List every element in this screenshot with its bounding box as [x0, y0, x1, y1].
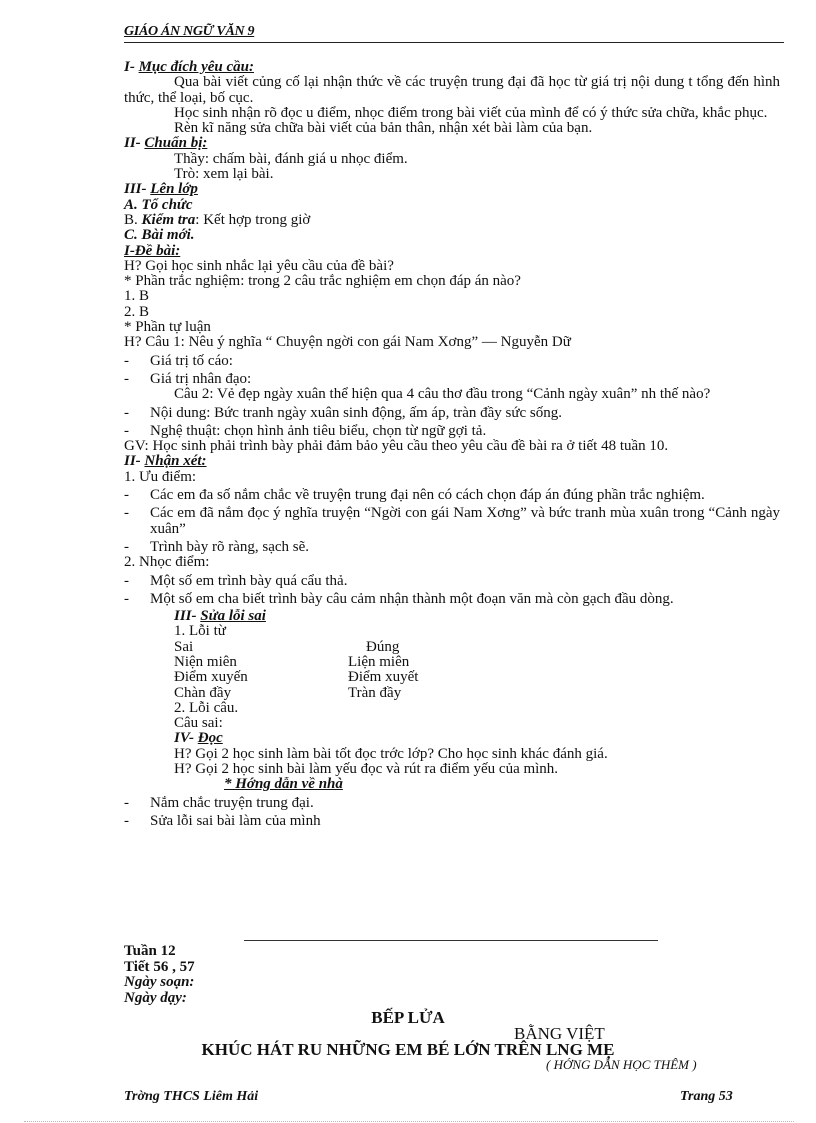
word-errors-label: 1. Lỗi từ [174, 623, 226, 640]
list-item: - Nắm chắc truyện trung đại. [124, 796, 780, 811]
section-class-heading: III- Lên lớp [124, 181, 198, 198]
exam-question: H? Gọi học sinh nhắc lại yêu cầu của đề bài? [124, 257, 394, 274]
reading-task-1: H? Gọi 2 học sinh làm bài tốt đọc trớc lớp? Cho học sinh khác đánh giá. [174, 745, 608, 762]
preparation-teacher: Thầy: chấm bài, đánh giá u nhọc điểm. [174, 150, 408, 167]
weaknesses-label: 2. Nhọc điểm: [124, 554, 210, 571]
corrections-header-row [124, 640, 780, 655]
essay-question-1: H? Câu 1: Nêu ý nghĩa “ Chuyện ngời con gái Nam Xơng” — Nguyễn Dữ [124, 334, 571, 351]
exam-topic-heading: I-Đề bài: [124, 242, 181, 259]
answer-2: 2. B [124, 303, 150, 320]
list-item: - Nghệ thuật: chọn hình ảnh tiêu biểu, chọn từ ngữ gợi tả. [124, 424, 780, 439]
multiple-choice-note: * Phần trắc nghiệm: trong 2 câu trắc nghiệm em chọn đáp án nào? [124, 273, 521, 290]
prep-date: Ngày soạn: [124, 974, 195, 990]
objectives-paragraph-3: Rèn kĩ năng sửa chữa bài viết của bản thân, nhận xét bài làm của bạn. [174, 120, 593, 137]
section-divider [244, 940, 658, 941]
homework-heading: * Hớng dẫn về nhà [224, 776, 343, 793]
header-title: GIÁO ÁN NGỮ VĂN 9 [124, 24, 255, 39]
teach-date: Ngày dạy: [124, 989, 187, 1006]
wrong-sentence-label: Câu sai: [174, 715, 223, 732]
strengths-label: 1. Ưu điểm: [124, 468, 197, 485]
section-reading-heading: IV- Đọc [174, 730, 223, 747]
list-item: - Nội dung: Bức tranh ngày xuân sinh động, ấm áp, tràn đầy sức sống. [124, 406, 780, 421]
footer-page-number: Trang 53 [680, 1089, 733, 1104]
list-item: - Các em đã nắm đọc ý nghĩa truyện “Ngời con gái Nam Xơng” và bức tranh mùa xuân trong “Cảnh ngày xuân” [124, 506, 780, 537]
list-item: - Giá trị tố cáo: [124, 354, 780, 369]
sentence-errors-label: 2. Lỗi câu. [174, 699, 239, 716]
essay-part-label: * Phần tự luận [124, 319, 211, 336]
table-row: Chàn đầy Tràn đầy [174, 684, 402, 701]
objectives-paragraph-1: Qua bài viết củng cố lại nhận thức về các truyện trung đại đã học từ giá trị nội dung t tổng đến hình thức, thể loại, bố cục. [124, 74, 780, 106]
lesson-author: BẰNG VIỆT [514, 1024, 605, 1043]
table-row: Niện miên Liện miên [174, 653, 410, 670]
essay-question-2: Câu 2: Vẻ đẹp ngày xuân thể hiện qua 4 câu thơ đầu trong “Cảnh ngày xuân” nh thế nào? [174, 386, 711, 403]
class-step-a: A. Tổ chức [124, 196, 193, 213]
period: Tiết 56 , 57 [124, 958, 195, 975]
list-item: - Một số em cha biết trình bày câu cảm nhận thành một đoạn văn mà còn gạch đầu dòng. [124, 592, 780, 607]
list-item: - Một số em trình bày quá cẩu thả. [124, 574, 780, 589]
section-corrections-heading: III- Sửa lỗi sai [174, 608, 266, 625]
section-objectives-heading: I- Mục đích yêu cầu: [124, 59, 255, 75]
list-item: - Trình bày rõ ràng, sạch sẽ. [124, 540, 780, 555]
list-item: - Sửa lỗi sai bài làm của mình [124, 814, 780, 829]
column-correct: Đúng [366, 638, 400, 655]
lesson-title-2: KHÚC HÁT RU NHỮNG EM BÉ LỚN TRÊN LNG MẸ [201, 1040, 615, 1059]
lesson-note: ( HỚNG DẪN HỌC THÊM ) [546, 1057, 697, 1072]
list-item: - Các em đa số nắm chắc về truyện trung đại nên có cách chọn đáp án đúng phần trắc nghiệm. [124, 488, 780, 503]
lesson-title-1: BẾP LỬA [371, 1008, 445, 1027]
section-preparation-heading: II- Chuẩn bị: [124, 135, 208, 152]
list-item: - Giá trị nhân đạo: [124, 372, 780, 387]
teacher-note: GV: Học sinh phải trình bày phải đảm bảo yêu cầu theo yêu cầu đề bài ra ở tiết 48 tuần 10. [124, 438, 669, 455]
column-wrong: Sai [174, 638, 194, 655]
page-header [124, 24, 784, 43]
week: Tuần 12 [124, 943, 176, 959]
table-row: Điểm xuyến Điểm xuyết [174, 669, 419, 686]
answer-1: 1. B [124, 288, 150, 305]
objectives-paragraph-2: Học sinh nhận rõ đọc u điểm, nhọc điểm trong bài viết của mình để có ý thức sửa chữa, khắc phục. [174, 104, 768, 121]
reading-task-2: H? Gọi 2 học sinh bài làm yếu đọc và rút ra điểm yếu của mình. [174, 761, 559, 778]
section-review-heading: II- Nhận xét: [124, 453, 207, 470]
class-step-c: C. Bài mới. [124, 227, 195, 244]
document-body [124, 60, 780, 829]
class-step-b: B. Kiểm tra: Kết hợp trong giờ [124, 211, 311, 228]
lesson-meta [124, 944, 195, 1006]
footer-school: Trờng THCS Liêm Hải [124, 1089, 259, 1104]
footer-rule [24, 1121, 794, 1122]
preparation-student: Trò: xem lại bài. [174, 166, 274, 183]
